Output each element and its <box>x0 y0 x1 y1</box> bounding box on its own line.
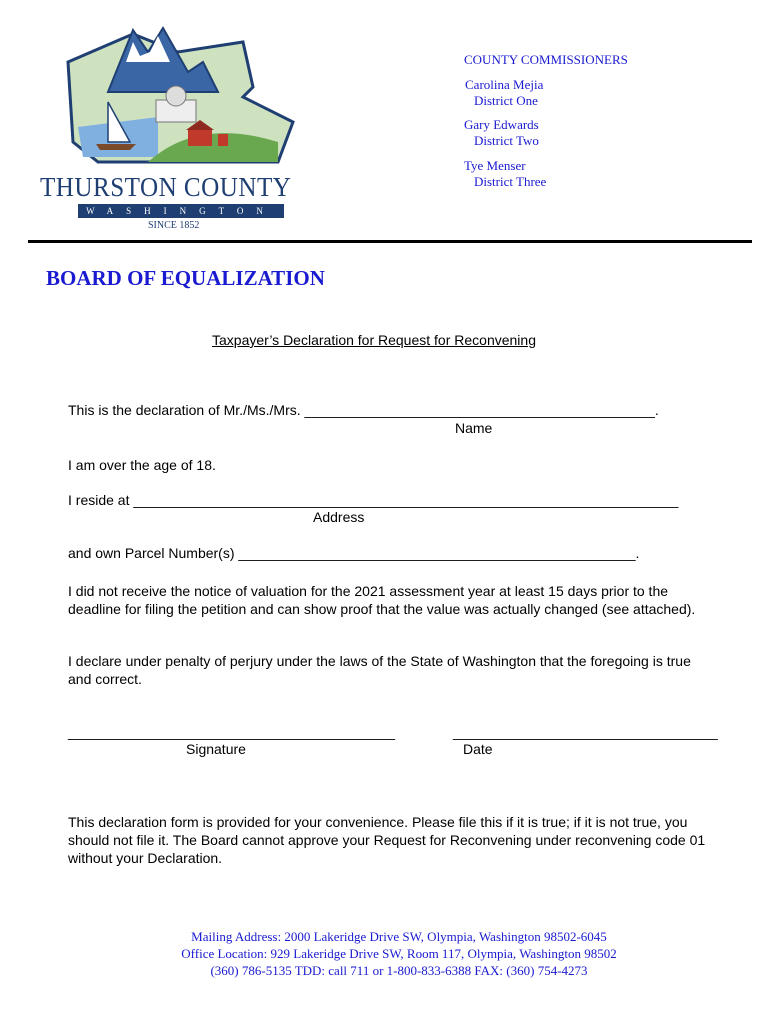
header-divider <box>28 240 752 243</box>
parcel-number-line[interactable]: and own Parcel Number(s) ___________________________________________________. <box>68 545 640 561</box>
convenience-paragraph: This declaration form is provided for your convenience. Please file this if it is true; if it is not true, you should not file it. The Board cannot approve your Request for Reconvening under reconvening code 01 without your Declaration. <box>68 814 706 866</box>
notice-paragraph: I did not receive the notice of valuation for the 2021 assessment year at least 15 days prior to the deadline for filing the petition and can show proof that the value was actually changed (see attached). <box>68 583 696 617</box>
name-caption: Name <box>455 420 493 436</box>
commissioners-heading: COUNTY COMMISSIONERS <box>464 52 628 67</box>
age-statement: I am over the age of 18. <box>68 457 216 473</box>
logo-state-band: WASHINGTON <box>78 204 284 218</box>
date-caption: Date <box>463 741 493 757</box>
county-map-illustration <box>38 22 328 172</box>
signature-caption: Signature <box>186 741 246 757</box>
commissioner-district: District Two <box>474 133 539 148</box>
commissioner-district: District Three <box>474 174 547 189</box>
footer-contact <box>0 928 770 979</box>
form-subtitle: Taxpayer’s Declaration for Request for Reconvening <box>212 332 536 348</box>
commissioner-name: Carolina Mejia <box>465 77 544 92</box>
penalty-paragraph: I declare under penalty of perjury under the laws of the State of Washington that the foregoing is true and correct. <box>68 653 691 687</box>
commissioner-name: Tye Menser <box>464 158 526 173</box>
logo-since: SINCE 1852 <box>148 220 200 231</box>
logo-county-name: THURSTON COUNTY <box>40 172 292 202</box>
county-logo <box>38 22 328 234</box>
page-title: BOARD OF EQUALIZATION <box>46 266 325 290</box>
office-location: Office Location: 929 Lakeridge Drive SW, Room 117, Olympia, Washington 98502 <box>181 946 617 961</box>
commissioner-district: District One <box>474 93 538 108</box>
date-field[interactable]: __________________________________ <box>453 724 718 740</box>
address-line[interactable]: I reside at ______________________________________________________________________ <box>68 492 679 508</box>
phone-fax: (360) 786-5135 TDD: call 711 or 1-800-833-6388 FAX: (360) 754-4273 <box>210 963 588 978</box>
commissioner-name: Gary Edwards <box>464 117 539 132</box>
name-declaration-line[interactable]: This is the declaration of Mr./Ms./Mrs. _____________________________________________. <box>68 402 659 418</box>
address-caption: Address <box>313 509 365 525</box>
mailing-address: Mailing Address: 2000 Lakeridge Drive SW, Olympia, Washington 98502-6045 <box>191 929 607 944</box>
signature-field[interactable]: __________________________________________ <box>68 724 396 740</box>
